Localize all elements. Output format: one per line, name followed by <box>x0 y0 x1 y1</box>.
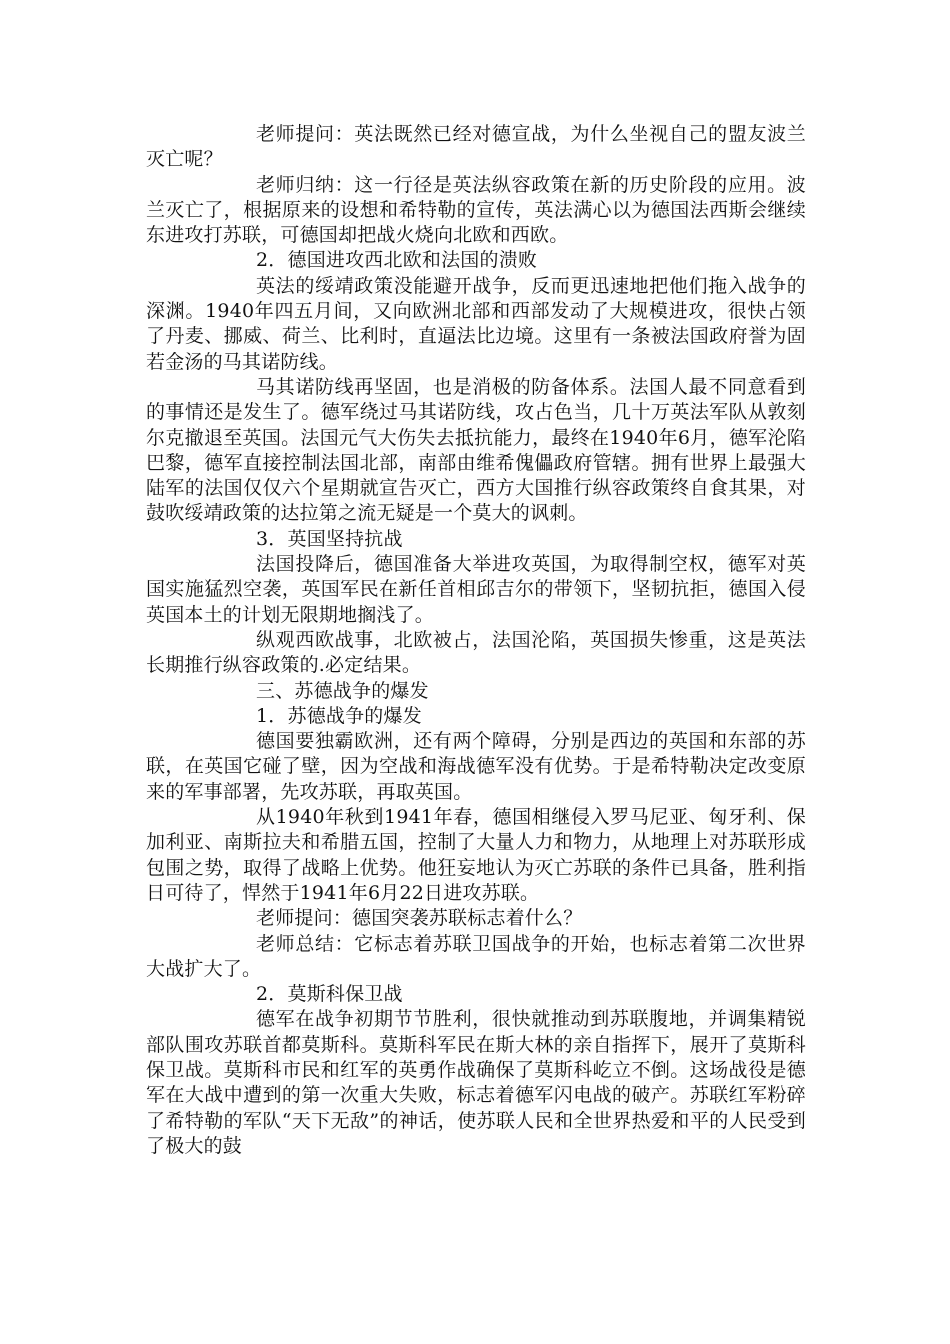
paragraph-teacher-question-2: 老师提问：德国突袭苏联标志着什么？ <box>256 907 583 930</box>
paragraph-appeasement: 英法的绥靖政策没能避开战争，反而更迅速地把他们拖入战争的深渊。1940年四五月间，又向欧洲北部和西部发动了大规模进攻，很快占领了丹麦、挪威、荷兰、比利时，直逼法比边境。这里有一条被法国政府誉为固若金汤的马其诺防线。 <box>146 274 806 373</box>
paragraph-britain-resists: 法国投降后，德国准备大举进攻英国，为取得制空权，德军对英国实施猛烈空袭，英国军民在新任首相邱吉尔的带领下，坚韧抗拒，德国入侵英国本土的计划无限期地搁浅了。 <box>146 553 806 626</box>
paragraph-invasion: 从1940年秋到1941年春，德国相继侵入罗马尼亚、匈牙利、保加利亚、南斯拉夫和希腊五国，控制了大量人力和物力，从地理上对苏联形成包围之势，取得了战略上优势。他狂妄地认为灭亡苏联的条件已具备，胜利指日可待了，悍然于1941年6月22日进攻苏联。 <box>146 806 806 904</box>
section-heading-3: 3．英国坚持抗战 <box>256 527 403 550</box>
section-heading-outbreak: 1．苏德战争的爆发 <box>256 704 422 727</box>
paragraph-teacher-summary-1: 老师归纳：这一行径是英法纵容政策在新的历史阶段的应用。波兰灭亡了，根据原来的设想和希特勒的宣传，英法满心以为德国法西斯会继续东进攻打苏联，可德国却把战火烧向北欧和西欧。 <box>146 173 806 247</box>
document-body <box>146 122 806 1159</box>
paragraph-teacher-summary-2: 老师总结：它标志着苏联卫国战争的开始，也标志着第二次世界大战扩大了。 <box>146 932 806 980</box>
section-heading-2: 2．德国进攻西北欧和法国的溃败 <box>256 249 538 272</box>
paragraph-western-europe-summary: 纵观西欧战事，北欧被占，法国沦陷，英国损失惨重，这是英法长期推行纵容政策的.必定结果。 <box>146 628 806 677</box>
chapter-heading-soviet-german-war: 三、苏德战争的爆发 <box>256 679 429 702</box>
paragraph-maginot: 马其诺防线再坚固，也是消极的防备体系。法国人最不同意看到的事情还是发生了。德军绕过马其诺防线，攻占色当，几十万英法军队从敦刻尔克撤退至英国。法国元气大伤失去抵抗能力，最终在1940年6月，德军沦陷巴黎，德军直接控制法国北部，南部由维希傀儡政府管辖。拥有世界上最强大陆军的法国仅仅六个星期就宣告灭亡，西方大国推行纵容政策终自食其果，对鼓吹绥靖政策的达拉第之流无疑是一个莫大的讽刺。 <box>146 375 806 525</box>
paragraph-teacher-question-1: 老师提问：英法既然已经对德宣战，为什么坐视自己的盟友波兰灭亡呢？ <box>146 123 806 171</box>
paragraph-moscow-defense: 德军在战争初期节节胜利，很快就推动到苏联腹地，并调集精锐部队围攻苏联首都莫斯科。莫斯科军民在斯大林的亲自指挥下，展开了莫斯科保卫战。莫斯科市民和红军的英勇作战确保了莫斯科屹立不倒。这场战役是德军在大战中遭到的第一次重大失败，标志着德军闪电战的破产。苏联红军粉碎了希特勒的军队“天下无敌”的神话，使苏联人民和全世界热爱和平的人民受到了极大的鼓 <box>146 1008 806 1157</box>
paragraph-obstacles: 德国要独霸欧洲，还有两个障碍，分别是西边的英国和东部的苏联，在英国它碰了壁，因为空战和海战德军没有优势。于是希特勒决定改变原来的军事部署，先攻苏联，再取英国。 <box>146 730 806 803</box>
section-heading-moscow: 2．莫斯科保卫战 <box>256 983 403 1006</box>
